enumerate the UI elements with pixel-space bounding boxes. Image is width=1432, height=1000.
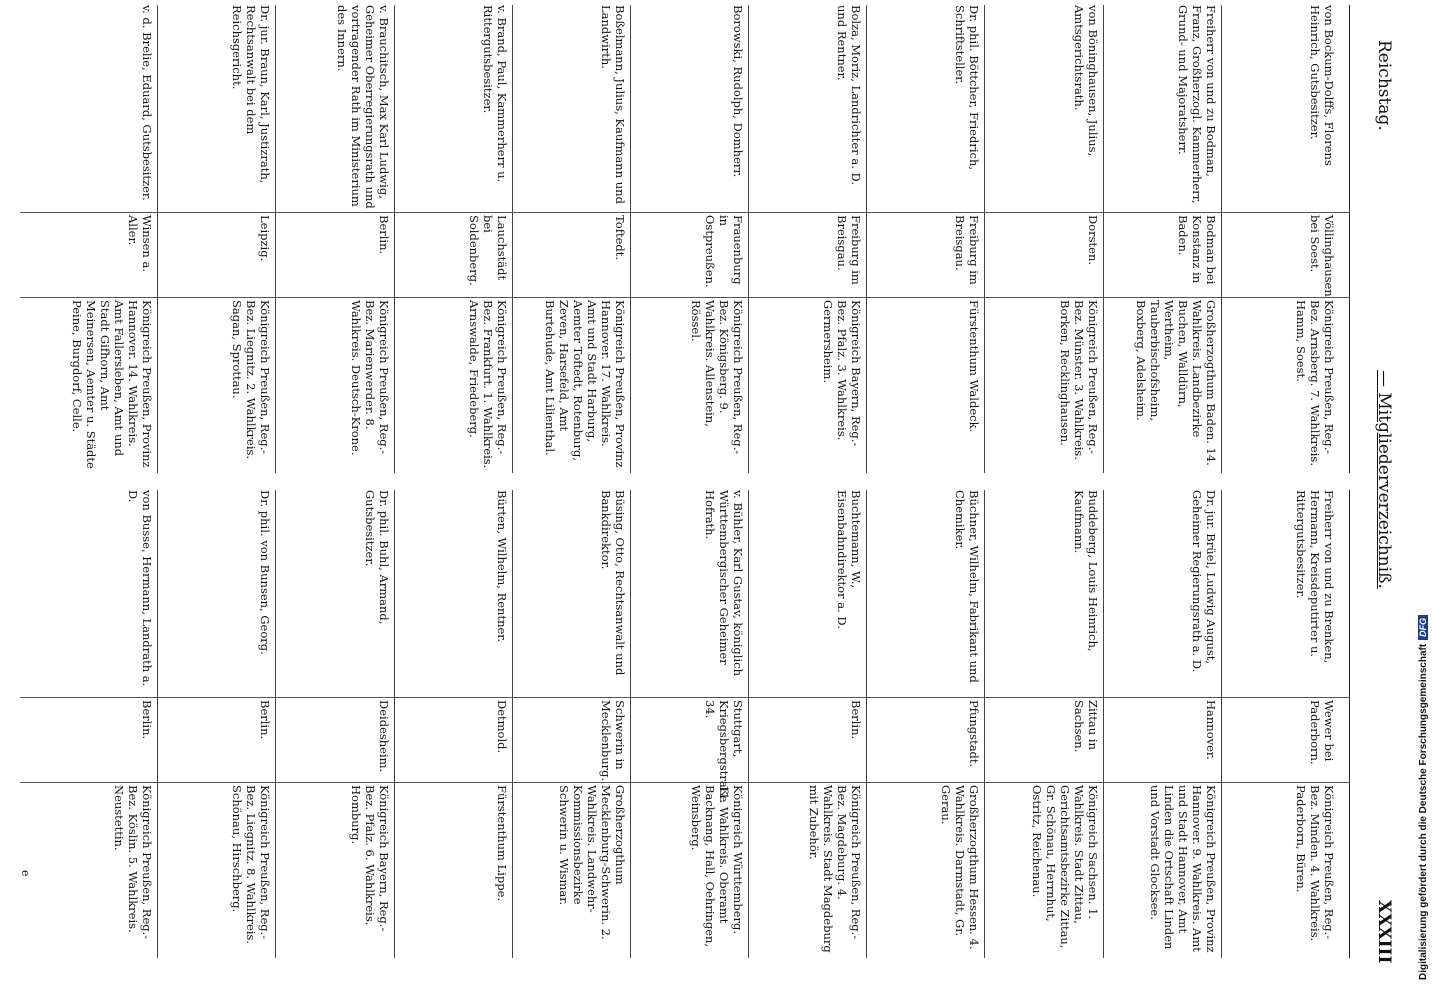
- member-residence: Bodman bei Konstanz in Baden.: [1175, 215, 1218, 285]
- member-district: Fürstenthum Waldeck.: [967, 300, 982, 433]
- member-residence: Detmold.: [494, 700, 509, 754]
- member-entry: [278, 5, 390, 473]
- entry-separator: [512, 490, 513, 958]
- entry-separator: [748, 5, 749, 473]
- entry-separator: [1221, 490, 1222, 958]
- member-entry: [869, 5, 981, 473]
- member-name: Büchner, Wilhelm, Fabrikant und Chemiker.: [953, 490, 982, 683]
- member-entry: [42, 5, 154, 473]
- member-name: Buddeberg, Louis Heinrich, Kaufmann.: [1071, 490, 1100, 652]
- member-district: Königreich Preußen, Provinz Hannover. 17. Wahlkreis. Amt und Stadt Harburg, Aemter Toftedt, Rotenburg, Zeven, Harsefeld, Amt Burtehude, Amt Lilienthal.: [542, 300, 627, 468]
- member-name: von Bockum-Dolffs, Florens Heinrich, Gutsbesitzer.: [1308, 5, 1336, 166]
- member-entry: [751, 490, 863, 958]
- member-name: v. Brand, Paul, Kammerherr u. Rittergutsbesitzer.: [480, 5, 509, 183]
- entry-separator: [1221, 5, 1222, 473]
- entry-separator: [866, 490, 867, 958]
- member-entry: [1224, 490, 1336, 958]
- member-name: Dr. phil. Buhl, Armand, Gutsbesitzer.: [362, 490, 391, 625]
- member-name: Dr. jur. Braun, Karl, Justizrath, Rechtsanwalt bei dem Reichsgericht.: [230, 5, 273, 184]
- page-number: XXXIII: [1374, 900, 1394, 964]
- entry-separator: [394, 5, 395, 473]
- member-name: Boßelmann, Julius, Kaufmann und Landwirth.: [598, 5, 627, 204]
- member-residence: Toftedt.: [612, 215, 627, 261]
- member-district: Königreich Preußen, Reg.-Bez. Münster. 3. Wahlkreis. Borken, Recklinghausen.: [1057, 300, 1100, 460]
- entry-separator: [630, 5, 631, 473]
- member-residence: Wewer bei Paderborn.: [1308, 700, 1336, 765]
- member-district: Königreich Preußen, Reg.-Bez. Liegnitz. 8. Wahlkreis. Schönau, Hirschberg.: [230, 785, 273, 945]
- member-entry: [1224, 5, 1336, 473]
- member-entry: [278, 490, 390, 958]
- member-entry: [1106, 5, 1218, 473]
- member-entry: [1106, 490, 1218, 958]
- member-entry: [869, 490, 981, 958]
- member-district: Königreich Preußen, Reg.-Bez. Liegnitz. 2. Wahlkreis. Sagan, Sprottau.: [230, 300, 273, 460]
- member-name: Borowski, Rudolph, Domherr.: [731, 5, 746, 178]
- member-residence: Lauchstädt bei Soldenberg.: [466, 215, 509, 286]
- member-residence: Berlin.: [140, 700, 155, 740]
- member-district: Königreich Sachsen. 1. Wahlkreis. Stadt Zittau, Gerichtsamtsbezirke Zittau, Gr. Schönau, Herrnhut, Ostritz, Reichenau.: [1029, 785, 1100, 949]
- member-name: Buchtemann, W., Eisenbahndirektor a. D.: [835, 490, 864, 629]
- member-district: Königreich Preußen, Reg.-Bez. Königsberg. 9. Wahlkreis. Allenstein, Rössel.: [689, 300, 746, 455]
- member-name: Dr. jur. Brüel, Ludwig August, Geheimer Regierungsrath a. D.: [1189, 490, 1218, 673]
- member-entry: [515, 490, 627, 958]
- member-district: Königreich Preußen, Reg.-Bez. Minden. 4. Wahlkreis. Paderborn, Büren.: [1294, 785, 1336, 942]
- entry-separator: [1103, 490, 1104, 958]
- digitization-note: [1418, 20, 1432, 980]
- right-column: [20, 490, 1350, 958]
- member-residence: Berlin.: [258, 700, 273, 740]
- member-entry: [515, 5, 627, 473]
- member-residence: Freiburg im Breisgau.: [835, 215, 864, 285]
- member-name: Dr. phil. von Bunsen, Georg.: [258, 490, 273, 655]
- member-district: Königreich Preußen, Reg.-Bez. Magdeburg. 4. Wahlkreis. Stadt Magdeburg mit Zubehör.: [807, 785, 864, 953]
- member-name: Freiherr von und zu Bodman, Franz, Großherzogl. Kammerherr, Grund- und Majoratsherr.: [1175, 5, 1218, 204]
- member-entry: [987, 5, 1099, 473]
- entry-separator: [275, 5, 276, 473]
- digitization-text: Digitalisierung gefördert durch die Deutsche Forschungsgemeinschaft: [1418, 643, 1429, 980]
- entry-separator: [866, 5, 867, 473]
- member-name: von Busse, Hermann, Landrath a. D.: [126, 490, 155, 687]
- column-rule: [1343, 490, 1350, 958]
- member-residence: Frauenburg in Ostpreußen.: [703, 215, 746, 288]
- member-district: Königreich Preußen, Provinz Hannover. 14. Wahlkreis. Amt Fallersleben, Amt und Stadt Gifhorn, Amt Meinersen, Aemter u. Städte Peine, Burgdorf, Celle.: [70, 300, 155, 469]
- member-name: v. d. Brelie, Eduard, Gutsbesitzer.: [140, 5, 155, 201]
- entry-separator: [630, 490, 631, 958]
- member-district: Königreich Preußen, Reg.-Bez. Arnsberg. 7. Wahlkreis. Hamm, Soest.: [1294, 300, 1336, 466]
- member-district: Königreich Preußen, Provinz Hannover. 9. Wahlkreis. Amt und Stadt Hannover, Amt Linden die Ortschaft Linden und Vorstadt Glocksee.: [1147, 785, 1218, 953]
- member-district: Königreich Preußen, Reg.-Bez. Marienwerder. 8. Wahlkreis. Deutsch-Krone.: [348, 300, 391, 456]
- header-center: — Mitgliederverzeichniß.: [1374, 370, 1394, 589]
- member-residence: Berlin.: [376, 215, 391, 255]
- member-name: v. Brauchitsch, Max Karl Ludwig, Geheimer Oberregierungsrath und vortragender Rath im Ministerium des Innern.: [334, 5, 391, 209]
- member-name: von Böninghausen, Julius, Amtsgerichtsrath.: [1071, 5, 1100, 157]
- member-name: Büsing, Otto, Rechtsanwalt und Bankdirektor.: [598, 490, 627, 676]
- member-name: Dr. phil. Böttcher, Friedrich, Schriftsteller.: [953, 5, 982, 171]
- member-residence: Freiburg im Breisgau.: [953, 215, 982, 285]
- member-residence: Zittau in Sachsen.: [1071, 700, 1100, 753]
- entry-separator: [984, 490, 985, 958]
- entry-separator: [157, 490, 158, 958]
- member-entry: [397, 5, 509, 473]
- member-entry: [633, 5, 745, 473]
- left-column: [20, 5, 1350, 473]
- member-entry: [751, 5, 863, 473]
- member-residence: Dorsten.: [1085, 215, 1100, 266]
- member-residence: Deidesheim.: [376, 700, 391, 773]
- member-residence: Völlinghausen bei Soest.: [1308, 215, 1336, 297]
- member-name: Freiherr von und zu Brenken, Hermann, Kreisdeputirter u. Rittergutsbesitzer.: [1294, 490, 1336, 664]
- member-district: Großherzogthum Hessen. 4. Wahlkreis. Darmstadt, Gr. Gerau.: [939, 785, 982, 950]
- member-name: Bürten, Wilhelm, Rentner.: [494, 490, 509, 643]
- member-residence: Winsen a. Aller.: [126, 215, 155, 272]
- member-entry: [160, 490, 272, 958]
- member-district: Königreich Bayern, Reg.-Bez. Pfalz. 6. Wahlkreis. Homburg.: [348, 785, 391, 932]
- member-residence: Berlin.: [849, 700, 864, 740]
- column-rule: [1343, 5, 1350, 473]
- member-residence: Hannover.: [1203, 700, 1218, 760]
- entry-separator: [1103, 5, 1104, 473]
- member-district: Königreich Preußen, Reg.-Bez. Köslin. 5. Wahlkreis. Neustettin.: [112, 785, 155, 940]
- entry-separator: [748, 490, 749, 958]
- member-residence: Schwerin in Mecklenburg.: [598, 700, 627, 782]
- member-residence: Pfungstadt.: [967, 700, 982, 768]
- entry-separator: [984, 5, 985, 473]
- member-entry: [633, 490, 745, 958]
- member-residence: Stuttgart, Kriegsbergstraße 34.: [703, 700, 746, 803]
- page-header: [1362, 0, 1402, 968]
- member-entry: [160, 5, 272, 473]
- entry-separator: [512, 5, 513, 473]
- member-district: Großherzogthum Baden. 14. Wahlkreis. Landbezirke Buchen, Walldürn, Wertheim, Tauberbischofsheim, Boxberg, Adelsheim.: [1133, 300, 1218, 466]
- member-district: Königreich Württemberg. 11. Wahlkreis. Oberamt Backnang, Hall, Oehringen, Weinsberg.: [689, 785, 746, 948]
- entry-separator: [394, 490, 395, 958]
- member-district: Königreich Preußen, Reg.-Bez. Frankfurt. 1. Wahlkreis. Arnswalde, Friedeberg.: [466, 300, 509, 469]
- dfg-badge: DFG: [1418, 615, 1428, 640]
- member-residence: Leipzig.: [258, 215, 273, 262]
- entry-separator: [275, 490, 276, 958]
- member-name: Bolza, Moriz, Landrichter a. D. und Rentner.: [835, 5, 864, 186]
- member-district: Königreich Bayern, Reg.-Bez. Pfalz. 3. Wahlkreis. Germersheim.: [821, 300, 864, 447]
- member-entry: [397, 490, 509, 958]
- page-mark: e: [19, 870, 32, 877]
- member-name: v. Bühler, Karl Gustav, königlich Württembergischer Geheimer Hofrath.: [703, 490, 746, 676]
- member-district: Fürstenthum Lippe.: [494, 785, 509, 902]
- entry-separator: [157, 5, 158, 473]
- member-district: Großherzogthum Mecklenburg-Schwerin. 2. Wahlkreis. Landwehr-Kommissionsbezirke Schwerin u. Wismar.: [556, 785, 627, 940]
- member-entry: [987, 490, 1099, 958]
- member-entry: [42, 490, 154, 958]
- header-left: Reichstag.: [1374, 40, 1394, 131]
